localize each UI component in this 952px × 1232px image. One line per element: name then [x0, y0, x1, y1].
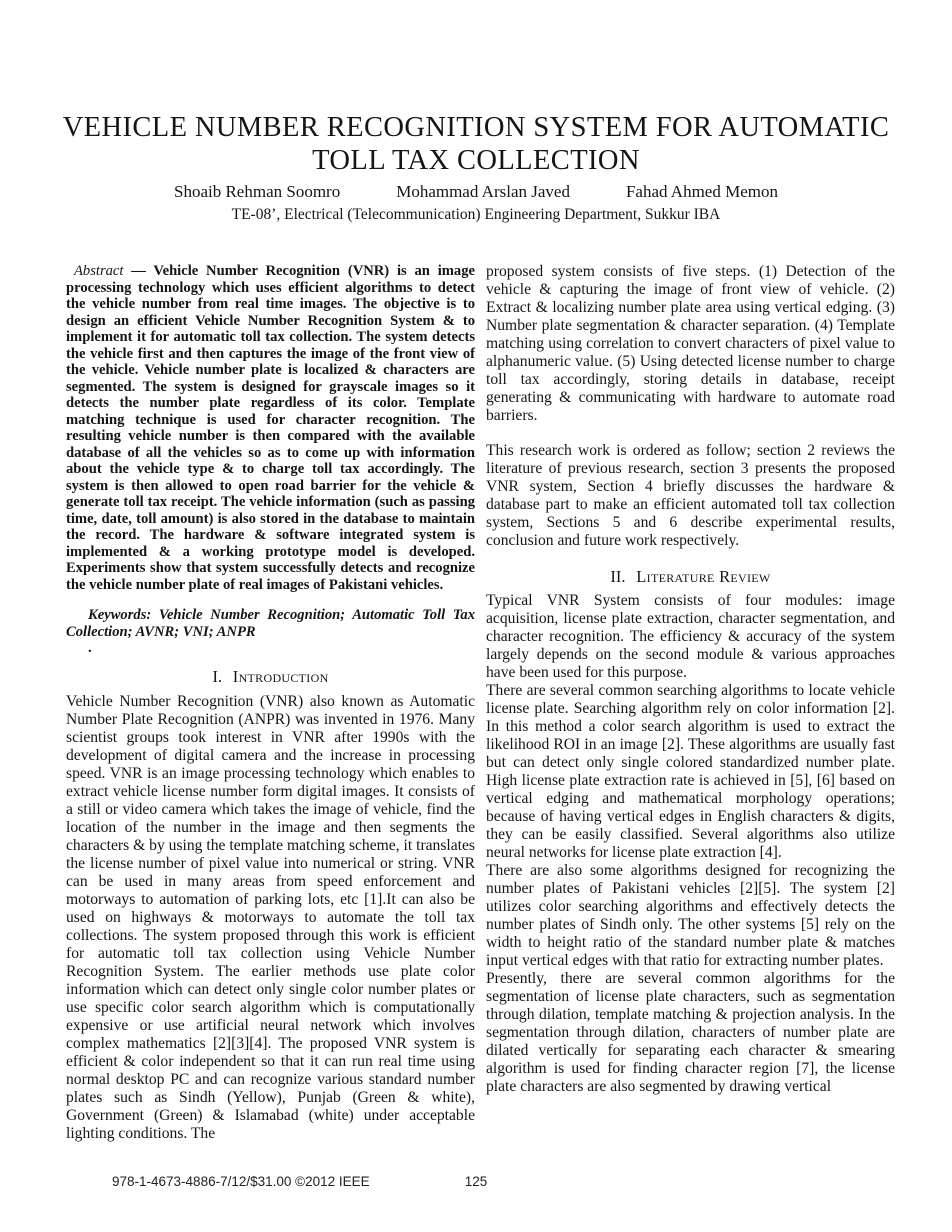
- paper-title: [0, 111, 952, 177]
- author-name-1: Shoaib Rehman Soomro: [173, 182, 341, 201]
- author-name-3: Fahad Ahmed Memon: [625, 182, 778, 201]
- literature-paragraph-2: There are several common searching algorithms to locate vehicle license plate. Searching algorithm rely on color information [2]. In this method a color search algorithm is used to extract the likelihood ROI in an image [2]. These algorithms are usually fast but can detect only single colored standardized number plate. High license plate extraction rate is achieved in [5], [6] based on vertical edging and mathematical morphology operations; because of having vertical edges in English characters & digits, they can be easily classified. Several algorithms also utilize neural networks for license plate extraction [4].: [486, 682, 895, 861]
- paper-title-line-2: TOLL TAX COLLECTION: [312, 145, 640, 177]
- paper-organization-paragraph: This research work is ordered as follow; section 2 reviews the literature of previous research, section 3 presents the proposed VNR system, Section 4 briefly discusses the hardware & database part to make an efficient automated toll tax collection system, Sections 5 and 6 describe experimental results, conclusion and future work respectively.: [486, 442, 895, 549]
- literature-paragraph-1: Typical VNR System consists of four modules: image acquisition, license plate extraction, character segmentation, and character recognition. The efficiency & accuracy of the system largely depends on the second module & various approaches have been used for this purpose.: [486, 592, 895, 681]
- abstract-label: Abstract: [74, 263, 124, 279]
- copyright-notice: 978-1-4673-4886-7/12/$31.00 ©2012 IEEE: [112, 1174, 370, 1189]
- section-heading-literature-review: [486, 567, 895, 586]
- section-title-introduction: Introduction: [232, 666, 329, 686]
- paper-title-line-1: VEHICLE NUMBER RECOGNITION SYSTEM FOR AUTOMATIC: [62, 112, 890, 144]
- author-name-2: Mohammad Arslan Javed: [396, 182, 570, 201]
- page-number: 125: [464, 1174, 488, 1189]
- abstract-paragraph: [66, 263, 475, 593]
- right-column: [486, 263, 895, 1096]
- section-number-1: I.: [212, 666, 223, 686]
- keywords-paragraph: Keywords: Vehicle Number Recognition; Automatic Toll Tax Collection; AVNR; VNI; ANPR: [66, 607, 475, 640]
- stray-period: .: [88, 640, 92, 656]
- introduction-paragraph: Vehicle Number Recognition (VNR) also known as Automatic Number Plate Recognition (ANPR) was invented in 1976. Many scientist groups took interest in VNR after 1990s with the development of digital camera and the increase in processing speed. VNR is an image processing technology which enables to extract vehicle license number form digital images. It consists of a still or video camera which takes the image of vehicle, find the location of the number in the image and then segments the characters & by using the template matching scheme, it translates the license number of pixel value into numerical or string. VNR can be used in many areas from speed enforcement and motorways to automation of parking lots, etc [1].It can also be used on highways & motorways to automate the toll tax collections. The system proposed through this work is efficient for automatic toll tax collection using Vehicle Number Recognition System. The earlier methods use plate color information which can detect only single color number plates or use specific color search algorithm which is computationally expensive or use artificial neural network which involves complex mathematics [2][3][4]. The proposed VNR system is efficient & color independent so that it can run real time using normal desktop PC and can recognize various standard number plates such as Sindh (Yellow), Punjab (Green & white), Government (Green) & Islamabad (white) under acceptable lighting conditions. The: [66, 692, 475, 1142]
- literature-paragraph-4: Presently, there are several common algorithms for the segmentation of license plate characters, such as segmentation through dilation, template matching & projection analysis. In the segmentation through dilation, characters of number plate are dilated vertically for separating each character & smearing algorithm is used for finding character region [7], the license plate characters are also segmented by drawing vertical: [486, 970, 895, 1095]
- section-title-literature-review: Literature Review: [636, 567, 771, 586]
- left-column: [66, 263, 475, 1143]
- literature-paragraph-3: There are also some algorithms designed for recognizing the number plates of Pakistani vehicles [2][5]. The system [2] utilizes color searching algorithms and effectively detects the number plates of Sindh only. The other systems [5] rely on the width to height ratio of the standard number plate & matches input vertical edges with that ratio for extracting number plates.: [486, 862, 895, 969]
- section-heading-introduction: [66, 667, 475, 686]
- abstract-separator: —: [131, 263, 146, 279]
- abstract-text: Vehicle Number Recognition (VNR) is an image processing technology which uses efficient algorithms to detect the vehicle number from real time images. The objective is to design an efficient Vehicle Number Recognition System & to implement it for automatic toll tax collection. The system detects the vehicle first and then captures the image of the front view of the vehicle. Vehicle number plate is localized & characters are segmented. The system is designed for grayscale images so it detects the number plate regardless of its color. Template matching technique is used for character recognition. The resulting vehicle number is then compared with the available database of all the vehicles so as to come up with information about the vehicle type & to charge toll tax accordingly. The system is then allowed to open road barrier for the vehicle & generate toll tax receipt. The vehicle information (such as passing time, date, toll amount) is also stored in the database to maintain the record. The hardware & software integrated system is implemented & a working prototype model is developed. Experiments show that system successfully detects and recognize the vehicle number plate of real images of Pakistani vehicles.: [66, 263, 475, 593]
- proposed-system-paragraph: proposed system consists of five steps. (1) Detection of the vehicle & capturing the image of front view of vehicle. (2) Extract & localizing number plate area using vertical edging. (3) Number plate segmentation & character separation. (4) Template matching using correlation to convert characters of pixel value to alphanumeric value. (5) Using detected license number to charge toll tax accordingly, storing details in database, receipt generating & communicating with hardware to automate road barriers.: [486, 263, 895, 424]
- section-number-2: II.: [610, 567, 626, 586]
- author-list: [0, 182, 952, 202]
- affiliation: TE-08’, Electrical (Telecommunication) Engineering Department, Sukkur IBA: [231, 206, 721, 223]
